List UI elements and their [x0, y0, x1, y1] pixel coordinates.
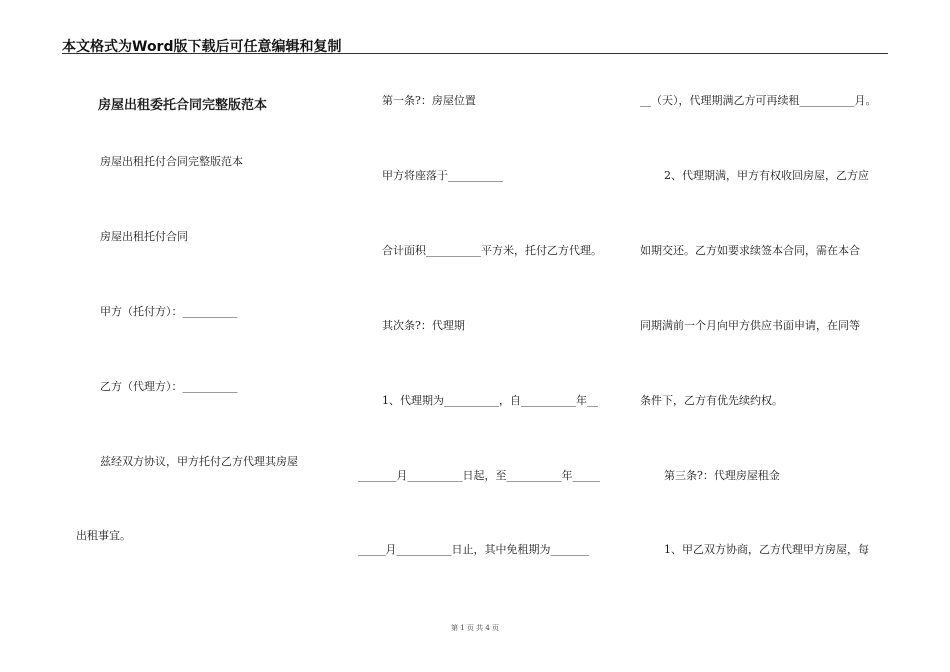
col2-line-2: 甲方将座落于__________ [382, 169, 503, 182]
col2-line-4: 其次条?：代理期 [382, 319, 465, 332]
header-divider [62, 53, 888, 54]
col3-line-3: 如期交还。乙方如要求续签本合同，需在本合 [640, 244, 860, 257]
col2-line-6: _______月__________日起，至__________年_____ [358, 469, 600, 482]
col1-line-4: 乙方（代理方）：__________ [100, 380, 238, 393]
col1-line-3: 甲方（托付方）：__________ [100, 305, 238, 318]
col1-line-6: 出租事宜。 [76, 529, 131, 542]
col3-line-4: 同期满前一个月向甲方供应书面申请，在同等 [640, 319, 860, 332]
col3-line-7: 1、甲乙双方协商，乙方代理甲方房屋，每 [664, 543, 869, 556]
page-footer: 第 1 页 共 4 页 [450, 624, 500, 632]
col2-line-7: _____月__________日止，其中免租期为_______ [358, 543, 589, 556]
col1-line-2: 房屋出租托付合同 [100, 230, 188, 243]
col2-line-3: 合计面积__________平方米，托付乙方代理。 [382, 244, 602, 257]
page-header: 本文格式为Word版下载后可任意编辑和复制 [62, 39, 342, 55]
col3-line-1: __（天），代理期满乙方可再续租__________月。 [640, 94, 877, 107]
document-title: 房屋出租委托合同完整版范本 [98, 98, 268, 113]
col2-line-5: 1、代理期为__________，自__________年__ [382, 394, 598, 407]
col1-line-1: 房屋出租托付合同完整版范本 [100, 155, 243, 168]
col3-line-5: 条件下，乙方有优先续约权。 [640, 394, 783, 407]
col3-line-2: 2、代理期满，甲方有权收回房屋，乙方应 [664, 169, 869, 182]
col2-line-1: 第一条?：房屋位置 [382, 94, 476, 107]
col3-line-6: 第三条?：代理房屋租金 [664, 469, 780, 482]
col1-line-5: 兹经双方协议，甲方托付乙方代理其房屋 [100, 455, 298, 468]
